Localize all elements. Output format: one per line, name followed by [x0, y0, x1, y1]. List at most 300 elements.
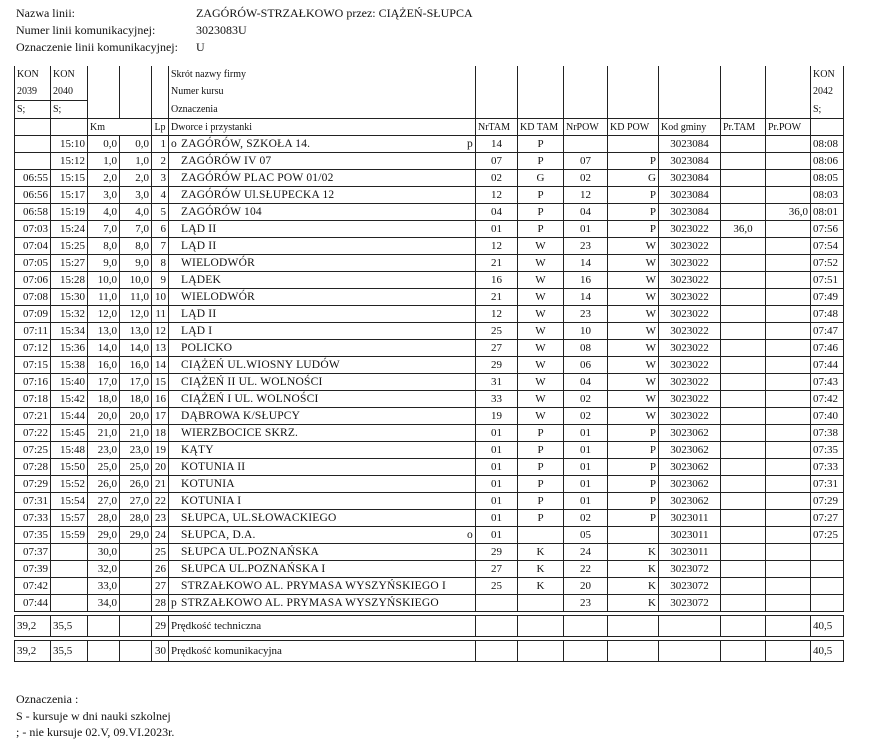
distance-km: 20,0: [120, 408, 152, 425]
distance-km: 25,0: [88, 459, 120, 476]
departure-time: 07:31: [15, 493, 51, 510]
stop-row: [15, 153, 844, 170]
stop-name: LĄD II: [181, 239, 217, 252]
distance-km: 23,0: [120, 442, 152, 459]
stop-name: CIĄŻEŃ UL.WIOSNY LUDÓW: [181, 358, 340, 371]
municipality-code: 3023022: [659, 238, 721, 255]
empty-cell: [608, 83, 659, 101]
departure-time: 07:27: [811, 510, 844, 527]
municipality-code: 3023022: [659, 374, 721, 391]
departure-time: 07:22: [15, 425, 51, 442]
nrpow-value: 14: [564, 289, 608, 306]
departure-time: [811, 544, 844, 561]
empty-cell: [518, 641, 564, 662]
nrpow-value: 01: [564, 476, 608, 493]
departure-time: 07:15: [15, 357, 51, 374]
empty-cell: [659, 616, 721, 637]
departure-time: 07:46: [811, 340, 844, 357]
kdtam-value: W: [518, 238, 564, 255]
distance-km: 25,0: [120, 459, 152, 476]
municipality-code: 3023022: [659, 323, 721, 340]
prtam-value: [721, 493, 766, 510]
prpow-value: [766, 476, 811, 493]
prpow-header: Pr.POW: [766, 119, 811, 136]
stop-name: DĄBROWA K/SŁUPCY: [181, 409, 301, 422]
stop-sequence-number: 3: [152, 170, 169, 187]
stop-sequence-number: 25: [152, 544, 169, 561]
line-number-label: Numer linii komunikacyjnej:: [16, 23, 156, 37]
column-header-row: [15, 119, 844, 136]
summary-label: Prędkość komunikacyjna: [169, 641, 476, 662]
prpow-value: [766, 595, 811, 612]
empty-cell: [766, 101, 811, 119]
departure-time: 15:32: [51, 306, 88, 323]
distance-km: 30,0: [88, 544, 120, 561]
summary-sequence-number: 30: [152, 641, 169, 662]
prpow-value: [766, 425, 811, 442]
nrpow-value: 02: [564, 408, 608, 425]
stop-row: [15, 578, 844, 595]
departure-time: 07:35: [811, 442, 844, 459]
distance-km: 9,0: [88, 255, 120, 272]
nrpow-value: 01: [564, 442, 608, 459]
stop-row: [15, 442, 844, 459]
prtam-value: [721, 153, 766, 170]
distance-km: 2,0: [120, 170, 152, 187]
distance-km: 16,0: [120, 357, 152, 374]
departure-time: 07:05: [15, 255, 51, 272]
prpow-value: [766, 527, 811, 544]
prtam-value: [721, 272, 766, 289]
nrpow-value: 01: [564, 459, 608, 476]
empty-cell: [15, 119, 51, 136]
departure-time: [811, 561, 844, 578]
distance-km: 1,0: [88, 153, 120, 170]
nrpow-value: 14: [564, 255, 608, 272]
departure-time: 07:33: [811, 459, 844, 476]
stop-sequence-number: 20: [152, 459, 169, 476]
departure-time: 07:21: [15, 408, 51, 425]
nrtam-value: 12: [476, 187, 518, 204]
departure-time: 07:25: [15, 442, 51, 459]
stop-name-cell: [169, 238, 476, 255]
summary-row: [15, 641, 844, 662]
nrtam-value: 01: [476, 442, 518, 459]
kdpow-value: W: [608, 272, 659, 289]
departure-time: 07:25: [811, 527, 844, 544]
empty-cell: [608, 616, 659, 637]
departure-time: 07:29: [811, 493, 844, 510]
stop-name-cell: [169, 510, 476, 527]
stop-name: ZAGÓRÓW Ul.SŁUPECKA 12: [181, 188, 335, 201]
kdtam-value: W: [518, 272, 564, 289]
stop-name-cell: [169, 187, 476, 204]
prtam-value: [721, 136, 766, 153]
distance-km: 8,0: [88, 238, 120, 255]
distance-km: 11,0: [88, 289, 120, 306]
stop-name-cell: [169, 408, 476, 425]
nrpow-value: 20: [564, 578, 608, 595]
nrtam-value: 01: [476, 459, 518, 476]
stop-name-cell: [169, 340, 476, 357]
municipality-code: 3023022: [659, 357, 721, 374]
course-header-cell: KON: [15, 66, 51, 83]
stop-name: ZAGÓRÓW 104: [181, 205, 262, 218]
line-mark-value: U: [196, 40, 205, 54]
prtam-value: [721, 408, 766, 425]
empty-cell: [766, 616, 811, 637]
prpow-value: [766, 323, 811, 340]
prtam-value: [721, 527, 766, 544]
departure-time: 07:44: [811, 357, 844, 374]
nrpow-value: 02: [564, 510, 608, 527]
kdtam-value: P: [518, 187, 564, 204]
stop-name: WIERZBOCICE SKRZ.: [181, 426, 299, 439]
stop-name-cell: [169, 391, 476, 408]
stop-sequence-number: 24: [152, 527, 169, 544]
empty-cell: [564, 66, 608, 83]
distance-km: 13,0: [120, 323, 152, 340]
legend-note-school-days: S - kursuje w dni nauki szkolnej: [16, 709, 171, 723]
prtam-value: [721, 357, 766, 374]
distance-km: 21,0: [88, 425, 120, 442]
empty-cell: [120, 616, 152, 637]
firm-header-cell: Skrót nazwy firmy: [169, 66, 476, 83]
departure-time: 08:05: [811, 170, 844, 187]
distance-km: 3,0: [120, 187, 152, 204]
kdtam-value: W: [518, 255, 564, 272]
nrtam-value: 01: [476, 493, 518, 510]
empty-cell: [152, 66, 169, 83]
prtam-value: [721, 425, 766, 442]
stop-sequence-number: 14: [152, 357, 169, 374]
stop-sequence-number: 17: [152, 408, 169, 425]
line-name-value: ZAGÓRÓW-STRZAŁKOWO przez: CIĄŻEŃ-SŁUPCA: [196, 6, 473, 20]
kdpow-value: P: [608, 442, 659, 459]
prtam-value: [721, 204, 766, 221]
nrpow-value: 05: [564, 527, 608, 544]
municipality-code: 3023084: [659, 170, 721, 187]
kdtam-value: P: [518, 442, 564, 459]
stop-row: [15, 204, 844, 221]
stop-prefix-mark: o: [171, 137, 177, 150]
prtam-value: [721, 476, 766, 493]
prpow-value: [766, 136, 811, 153]
stop-name-cell: [169, 476, 476, 493]
distance-km: 16,0: [88, 357, 120, 374]
municipality-code: 3023084: [659, 153, 721, 170]
nrpow-value: 23: [564, 595, 608, 612]
stop-sequence-number: 27: [152, 578, 169, 595]
nrtam-value: 27: [476, 561, 518, 578]
departure-time: 07:48: [811, 306, 844, 323]
stop-suffix-mark: p: [467, 137, 473, 150]
municipality-code: 3023022: [659, 391, 721, 408]
prtam-value: [721, 340, 766, 357]
stop-name-cell: [169, 578, 476, 595]
stop-name-cell: [169, 493, 476, 510]
empty-cell: [120, 66, 152, 83]
departure-time: 07:42: [15, 578, 51, 595]
kdpow-value: P: [608, 204, 659, 221]
prpow-value: [766, 459, 811, 476]
departure-time: 15:17: [51, 187, 88, 204]
stop-name-cell: [169, 374, 476, 391]
empty-cell: [120, 83, 152, 101]
stop-name: CIĄŻEŃ I UL. WOLNOŚCI: [181, 392, 319, 405]
prpow-value: [766, 170, 811, 187]
kdtam-value: P: [518, 204, 564, 221]
departure-time: 15:10: [51, 136, 88, 153]
departure-time: 07:06: [15, 272, 51, 289]
nrtam-value: 29: [476, 544, 518, 561]
course-header-row: [15, 83, 844, 101]
departure-time: 15:42: [51, 391, 88, 408]
distance-km: 0,0: [88, 136, 120, 153]
departure-time: 06:58: [15, 204, 51, 221]
departure-time: 07:03: [15, 221, 51, 238]
departure-time: 15:19: [51, 204, 88, 221]
nrpow-value: [564, 136, 608, 153]
stop-name-cell: [169, 323, 476, 340]
municipality-code: 3023022: [659, 221, 721, 238]
departure-time: 15:28: [51, 272, 88, 289]
prtam-value: [721, 238, 766, 255]
departure-time: 15:59: [51, 527, 88, 544]
kdpow-value: G: [608, 170, 659, 187]
prtam-value: [721, 578, 766, 595]
empty-cell: [564, 83, 608, 101]
distance-km: 4,0: [120, 204, 152, 221]
empty-cell: [518, 101, 564, 119]
stop-name: LĄDEK: [181, 273, 221, 286]
summary-label: Prędkość techniczna: [169, 616, 476, 637]
nrpow-value: 02: [564, 391, 608, 408]
stop-sequence-number: 7: [152, 238, 169, 255]
speed-value: 35,5: [51, 616, 88, 637]
distance-km: 10,0: [88, 272, 120, 289]
departure-time: 07:47: [811, 323, 844, 340]
stop-name: LĄD II: [181, 307, 217, 320]
kdtam-value: [518, 527, 564, 544]
departure-time: 08:03: [811, 187, 844, 204]
empty-cell: [476, 616, 518, 637]
speed-value: 40,5: [811, 616, 844, 637]
nrtam-header: NrTAM: [476, 119, 518, 136]
empty-cell: [518, 616, 564, 637]
course-header-cell: S;: [15, 101, 51, 119]
distance-km: 32,0: [88, 561, 120, 578]
line-header: [16, 6, 616, 56]
distance-km: [120, 595, 152, 612]
departure-time: [15, 153, 51, 170]
distance-km: 23,0: [88, 442, 120, 459]
stop-name-cell: [169, 289, 476, 306]
departure-time: 07:43: [811, 374, 844, 391]
kdtam-value: [518, 595, 564, 612]
nrpow-value: 01: [564, 221, 608, 238]
kdtam-value: P: [518, 510, 564, 527]
stop-suffix-mark: o: [467, 528, 473, 541]
empty-cell: [564, 101, 608, 119]
stop-name: SŁUPCA UL.POZNAŃSKA: [181, 545, 319, 558]
nrtam-value: 01: [476, 476, 518, 493]
course-header-cell: S;: [51, 101, 88, 119]
municipality-code: 3023011: [659, 527, 721, 544]
line-mark-label: Oznaczenie linii komunikacyjnej:: [16, 40, 178, 54]
nrtam-value: 25: [476, 578, 518, 595]
departure-time: 15:48: [51, 442, 88, 459]
departure-time: 07:42: [811, 391, 844, 408]
kdpow-value: P: [608, 425, 659, 442]
stop-sequence-number: 16: [152, 391, 169, 408]
prpow-value: [766, 510, 811, 527]
course-header-cell: KON: [51, 66, 88, 83]
distance-km: 12,0: [88, 306, 120, 323]
nrtam-value: 16: [476, 272, 518, 289]
prpow-value: [766, 561, 811, 578]
stop-name: ZAGÓRÓW, SZKOŁA 14.: [181, 137, 311, 150]
prpow-value: [766, 306, 811, 323]
stop-sequence-number: 4: [152, 187, 169, 204]
nrpow-value: 01: [564, 425, 608, 442]
empty-cell: [608, 641, 659, 662]
departure-time: 07:56: [811, 221, 844, 238]
stop-sequence-number: 28: [152, 595, 169, 612]
stop-row: [15, 306, 844, 323]
empty-cell: [51, 119, 88, 136]
prpow-value: [766, 153, 811, 170]
nrpow-value: 24: [564, 544, 608, 561]
departure-time: 15:52: [51, 476, 88, 493]
departure-time: 08:08: [811, 136, 844, 153]
stop-sequence-number: 13: [152, 340, 169, 357]
distance-km: 17,0: [88, 374, 120, 391]
departure-time: [51, 544, 88, 561]
empty-cell: [88, 641, 120, 662]
nrpow-value: 07: [564, 153, 608, 170]
kdtam-value: K: [518, 561, 564, 578]
legend-title: Oznaczenia :: [16, 692, 79, 706]
empty-cell: [518, 66, 564, 83]
kdpow-value: W: [608, 357, 659, 374]
stop-name-cell: [169, 561, 476, 578]
prpow-value: [766, 238, 811, 255]
prpow-value: [766, 340, 811, 357]
distance-km: 29,0: [120, 527, 152, 544]
empty-cell: [659, 641, 721, 662]
nrtam-value: 14: [476, 136, 518, 153]
distance-km: 33,0: [88, 578, 120, 595]
departure-time: 07:51: [811, 272, 844, 289]
prpow-value: [766, 272, 811, 289]
prpow-value: [766, 357, 811, 374]
stop-name-cell: [169, 136, 476, 153]
empty-cell: [811, 119, 844, 136]
nrtam-value: 27: [476, 340, 518, 357]
municipality-code: 3023022: [659, 255, 721, 272]
distance-km: 18,0: [88, 391, 120, 408]
kdpow-value: W: [608, 255, 659, 272]
distance-km: 28,0: [120, 510, 152, 527]
nrpow-value: 02: [564, 170, 608, 187]
nrtam-value: 33: [476, 391, 518, 408]
distance-km: 34,0: [88, 595, 120, 612]
empty-cell: [608, 66, 659, 83]
departure-time: [51, 561, 88, 578]
prtam-value: 36,0: [721, 221, 766, 238]
course-header-cell: KON: [811, 66, 844, 83]
prpow-value: [766, 493, 811, 510]
prpow-value: [766, 187, 811, 204]
stop-row: [15, 493, 844, 510]
municipality-code: 3023022: [659, 408, 721, 425]
departure-time: 15:25: [51, 238, 88, 255]
departure-time: 15:36: [51, 340, 88, 357]
stop-row: [15, 595, 844, 612]
distance-km: 0,0: [120, 136, 152, 153]
nrtam-value: 21: [476, 289, 518, 306]
departure-time: [811, 595, 844, 612]
kdpow-value: W: [608, 391, 659, 408]
kdtam-value: P: [518, 493, 564, 510]
nrpow-value: 10: [564, 323, 608, 340]
distance-km: 21,0: [120, 425, 152, 442]
prtam-value: [721, 459, 766, 476]
prtam-header: Pr.TAM: [721, 119, 766, 136]
distance-km: 11,0: [120, 289, 152, 306]
timetable: [14, 66, 844, 662]
distance-km: [120, 544, 152, 561]
prpow-value: [766, 221, 811, 238]
empty-cell: [721, 101, 766, 119]
empty-cell: [476, 83, 518, 101]
prpow-value: [766, 391, 811, 408]
kdtam-value: P: [518, 425, 564, 442]
stop-name-cell: [169, 459, 476, 476]
municipality-code: 3023072: [659, 578, 721, 595]
distance-km: 26,0: [120, 476, 152, 493]
prtam-value: [721, 595, 766, 612]
empty-cell: [659, 83, 721, 101]
kdtam-value: W: [518, 323, 564, 340]
stop-sequence-number: 26: [152, 561, 169, 578]
empty-cell: [476, 101, 518, 119]
prpow-value: [766, 578, 811, 595]
prtam-value: [721, 289, 766, 306]
departure-time: 15:38: [51, 357, 88, 374]
departure-time: 07:16: [15, 374, 51, 391]
empty-cell: [476, 641, 518, 662]
departure-time: 15:12: [51, 153, 88, 170]
departure-time: 07:33: [15, 510, 51, 527]
nrpow-header: NrPOW: [564, 119, 608, 136]
departure-time: 07:49: [811, 289, 844, 306]
stop-name-cell: [169, 170, 476, 187]
departure-time: 07:12: [15, 340, 51, 357]
departure-time: 06:55: [15, 170, 51, 187]
stop-sequence-number: 11: [152, 306, 169, 323]
distance-km: 1,0: [120, 153, 152, 170]
nrtam-value: 01: [476, 221, 518, 238]
empty-cell: [721, 641, 766, 662]
timetable-body: [15, 66, 844, 662]
nrtam-value: 07: [476, 153, 518, 170]
prpow-value: [766, 544, 811, 561]
stop-row: [15, 170, 844, 187]
departure-time: 15:50: [51, 459, 88, 476]
empty-cell: [564, 641, 608, 662]
